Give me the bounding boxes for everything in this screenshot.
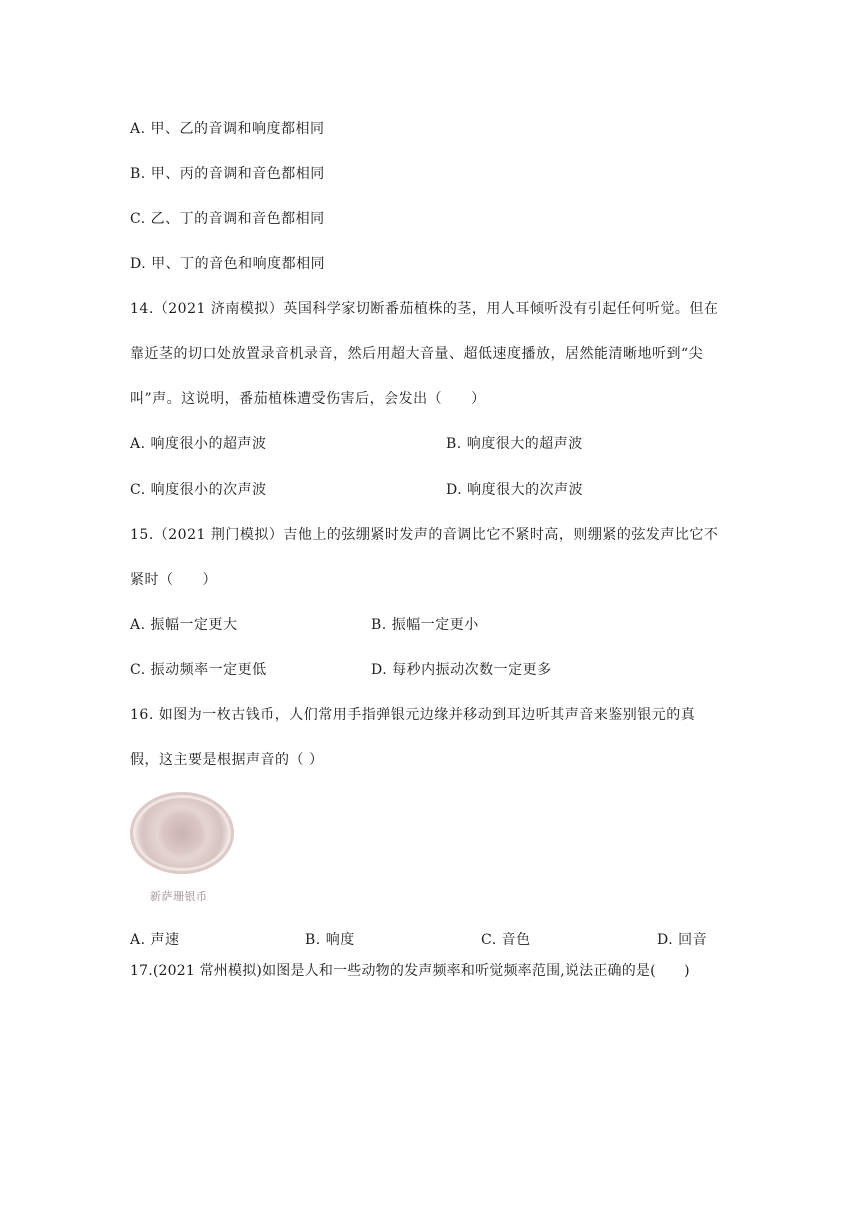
q13-option-b: B. 甲、丙的音调和音色都相同 xyxy=(130,166,325,182)
q13-option-c: C. 乙、丁的音调和音色都相同 xyxy=(130,211,325,227)
q13-option-d: D. 甲、丁的音色和响度都相同 xyxy=(130,256,326,272)
q13-option-a: A. 甲、乙的音调和响度都相同 xyxy=(130,121,325,137)
q16-stem-line2: 假，这主要是根据声音的（ ） xyxy=(130,752,324,768)
q15-stem-line2: 紧时（ ） xyxy=(130,572,217,588)
q15-option-a: A. 振幅一定更大 xyxy=(130,617,238,633)
q16-option-c: C. 音色 xyxy=(481,932,531,948)
q14-option-c: C. 响度很小的次声波 xyxy=(130,482,267,498)
q17-stem-line1: 17.(2021 常州模拟)如图是人和一些动物的发声频率和听觉频率范围,说法正确的是( ) xyxy=(130,963,690,979)
q14-stem-line2: 靠近茎的切口处放置录音机录音，然后用超大音量、超低速度播放，居然能清晰地听到“尖 xyxy=(130,346,704,362)
q15-option-d: D. 每秒内振动次数一定更多 xyxy=(371,662,552,678)
q15-stem-line1: 15.（2021 荆门模拟）吉他上的弦绷紧时发声的音调比它不紧时高，则绷紧的弦发声比它不 xyxy=(130,527,719,543)
coin-image xyxy=(130,792,234,874)
q16-option-a: A. 声速 xyxy=(130,932,180,948)
q14-stem-line1: 14.（2021 济南模拟）英国科学家切断番茄植株的茎，用人耳倾听没有引起任何听觉。但在 xyxy=(130,301,719,317)
q14-option-d: D. 响度很大的次声波 xyxy=(446,482,584,498)
q14-option-a: A. 响度很小的超声波 xyxy=(130,436,267,452)
q14-stem-line3: 叫”声。这说明，番茄植株遭受伤害后，会发出（ ） xyxy=(130,391,486,407)
q16-option-b: B. 响度 xyxy=(305,932,355,948)
q16-stem-line1: 16. 如图为一枚古钱币，人们常用手指弹银元边缘并移动到耳边听其声音来鉴别银元的真 xyxy=(130,707,696,723)
coin-caption: 新萨珊银币 xyxy=(150,890,208,903)
q15-option-b: B. 振幅一定更小 xyxy=(371,617,479,633)
coin-center-motif xyxy=(158,808,206,858)
q14-option-b: B. 响度很大的超声波 xyxy=(446,436,583,452)
q15-option-c: C. 振动频率一定更低 xyxy=(130,662,267,678)
q16-option-d: D. 回音 xyxy=(657,932,708,948)
